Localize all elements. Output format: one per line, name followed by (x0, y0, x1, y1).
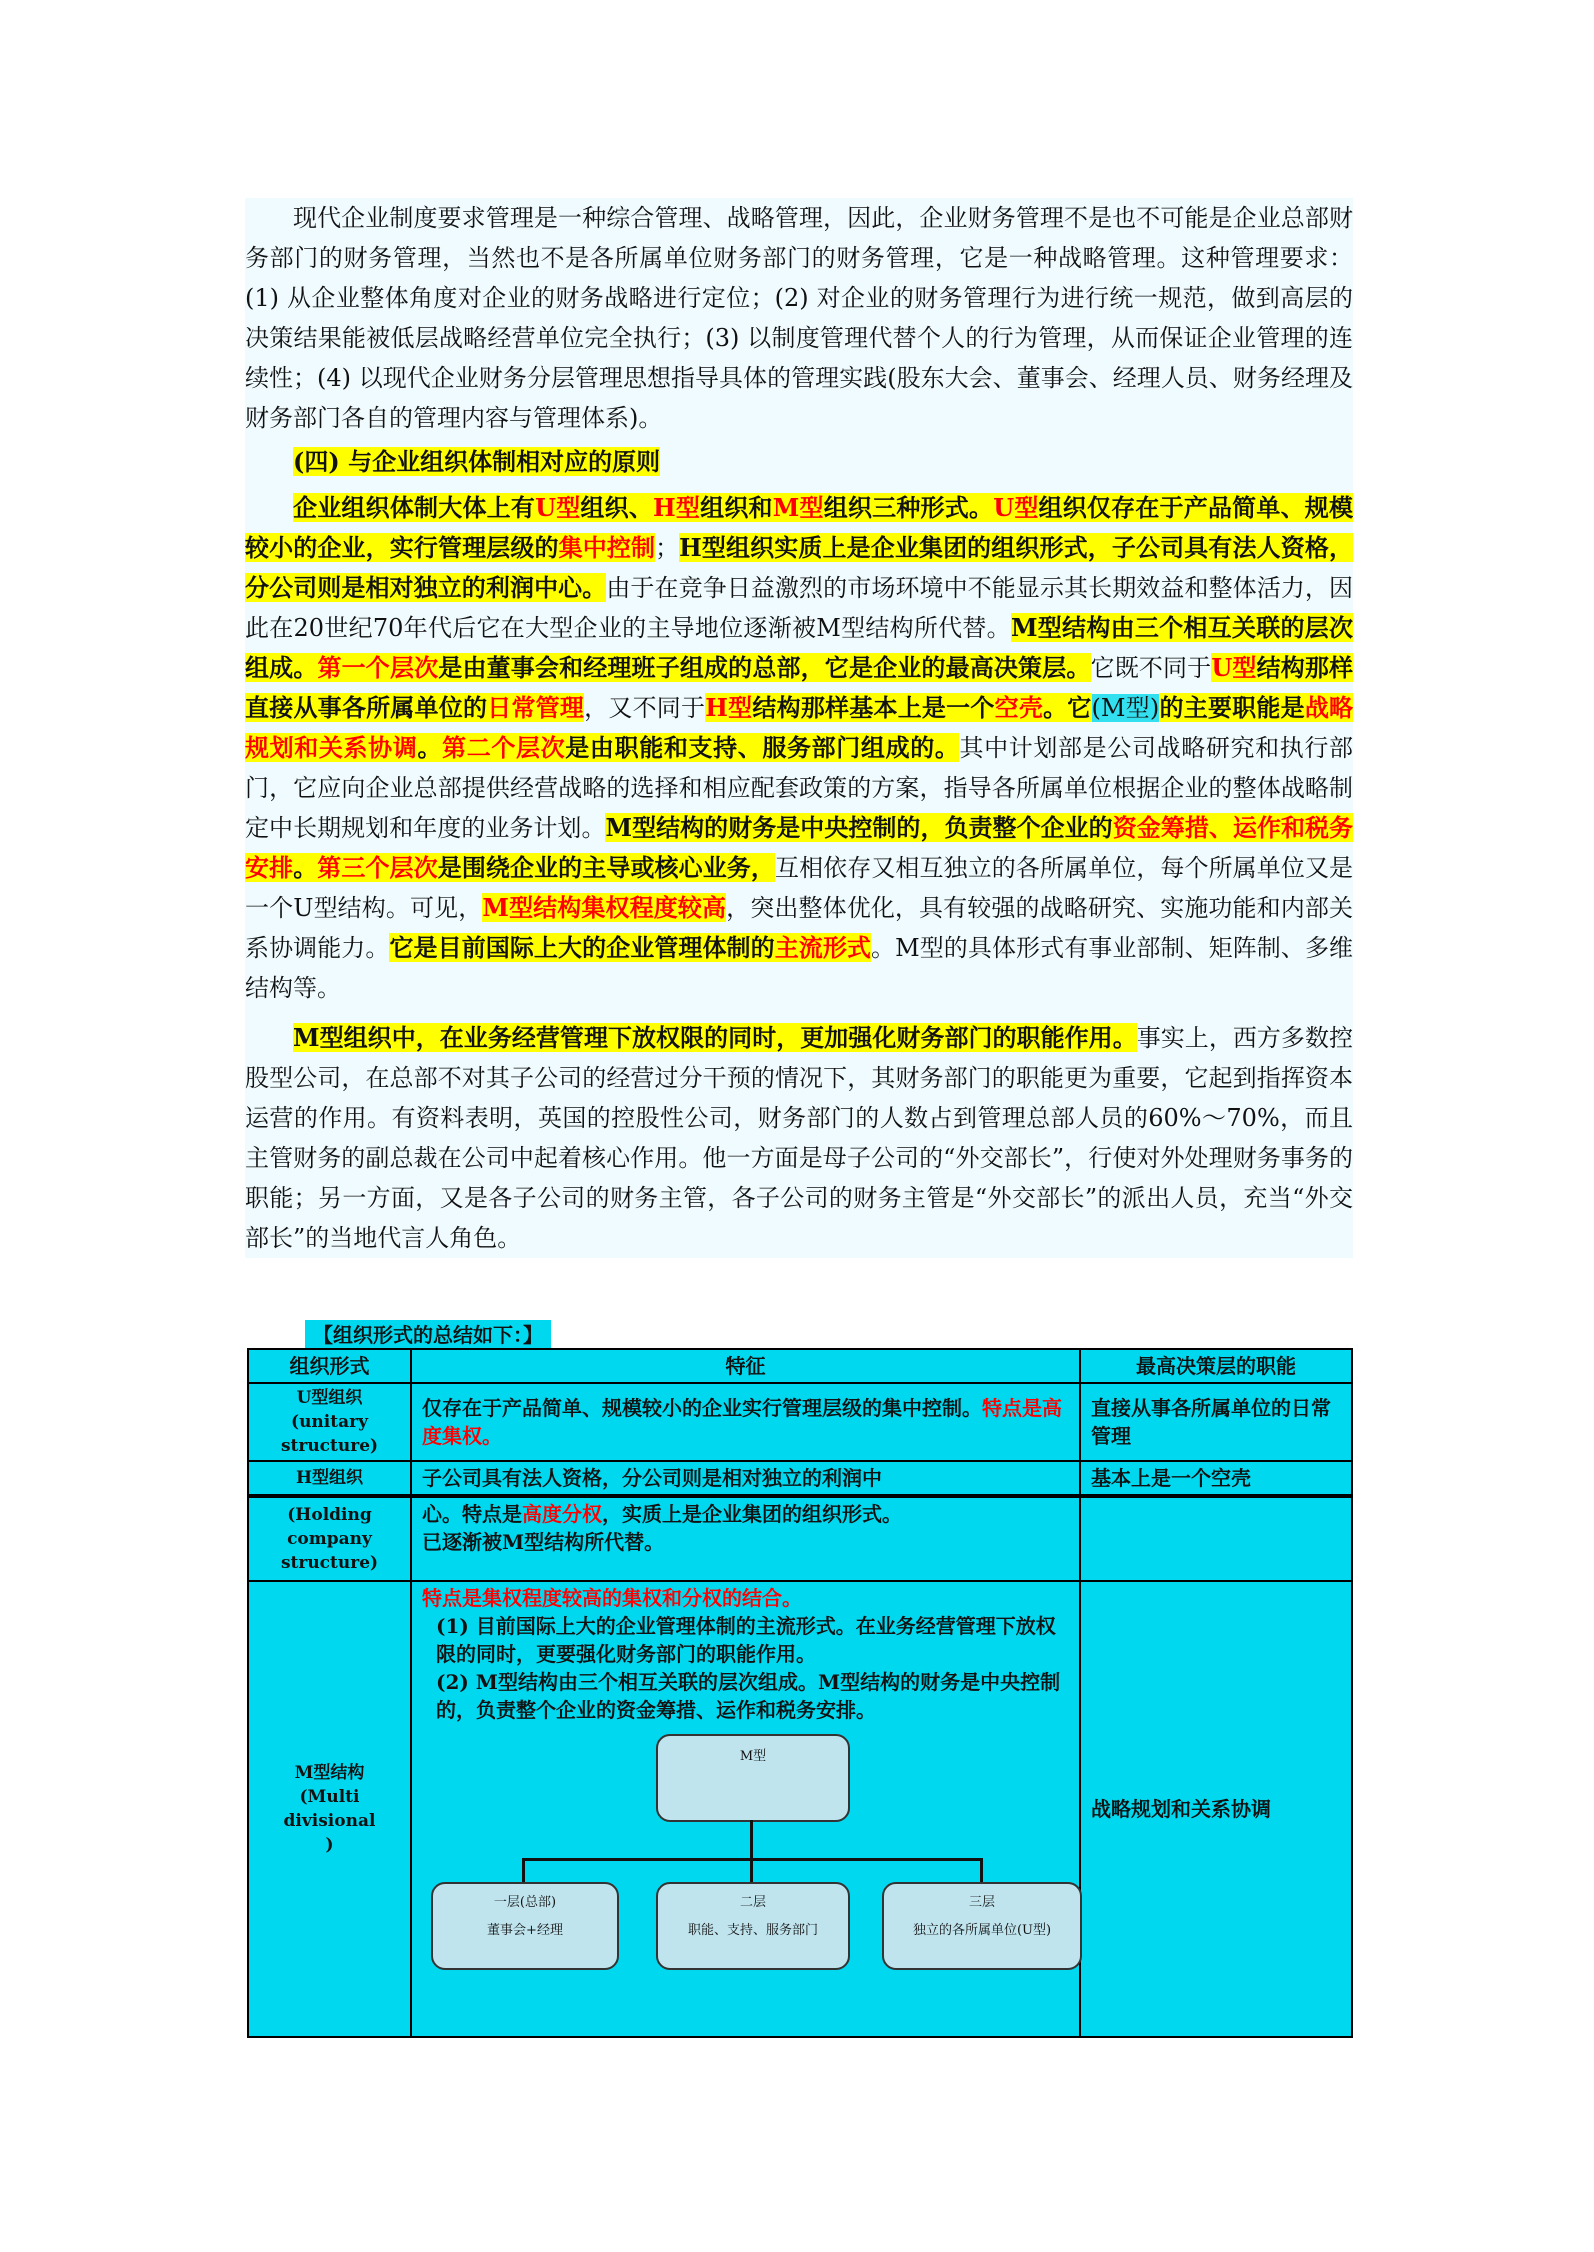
m-form-name: M型结构 (Multi divisional ) (248, 1581, 411, 2037)
diagram-level1-box: 一层(总部) 董事会+经理 (431, 1882, 619, 1970)
h-form-name-cont: (Holding company structure) (248, 1497, 411, 1581)
diagram-level3-box: 三层 独立的各所属单位(U型) (882, 1882, 1082, 1970)
paragraph-finance-role: M型组织中，在业务经营管理下放权限的同时，更加强化财务部门的职能作用。事实上，西方多数控股型公司，在总部不对其子公司的经营过分干预的情况下，其财务部门的职能更为重要，它起到指挥资本运营的作用。有资料表明，英国的控股性公司，财务部门的人数占到管理总部人员的60%～70%，而且主管财务的副总裁在公司中起着核心作用。他一方面是母子公司的“外交部长”，行使对外处理财务事务的职能；另一方面，又是各子公司的财务主管，各子公司的财务主管是“外交部长”的派出人员，充当“外交部长”的当地代言人角色。 (245, 1023, 1353, 1252)
paragraph-org-forms: 企业组织体制大体上有U型组织、H型组织和M型组织三种形式。U型组织仅存在于产品简单、规模较小的企业，实行管理层级的集中控制；H型组织实质上是企业集团的组织形式，子公司具有法人资格，分公司则是相对独立的利润中心。由于在竞争日益激烈的市场环境中不能显示其长期效益和整体活力，因此在20世纪70年代后它在大型企业的主导地位逐渐被M型结构所代替。M型结构由三个相互关联的层次组成。第一个层次是由董事会和经理班子组成的总部，它是企业的最高决策层。它既不同于U型结构那样直接从事各所属单位的日常管理，又不同于H型结构那样基本上是一个空壳。它(M型)的主要职能是战略规划和关系协调。第二个层次是由职能和支持、服务部门组成的。其中计划部是公司战略研究和执行部门，它应向企业总部提供经营战略的选择和相应配套政策的方案，指导各所属单位根据企业的整体战略制定中长期规划和年度的业务计划。M型结构的财务是中央控制的，负责整个企业的资金筹措、运作和税务安排。第三个层次是围绕企业的主导或核心业务，互相依存又相互独立的各所属单位，每个所属单位又是一个U型结构。可见，M型结构集权程度较高，突出整体优化，具有较强的战略研究、实施功能和内部关系协调能力。它是目前国际上大的企业管理体制的主流形式。M型的具体形式有事业部制、矩阵制、多维结构等。 (245, 493, 1354, 1002)
diagram-root-box: M型 (656, 1734, 850, 1822)
table-row-u-form (248, 1383, 1352, 1461)
h-form-role: 基本上是一个空壳 (1080, 1461, 1352, 1495)
diagram-connector-right (980, 1858, 983, 1882)
h-form-name: H型组织 (248, 1461, 411, 1495)
header-top-role: 最高决策层的职能 (1080, 1349, 1352, 1383)
header-org-form: 组织形式 (248, 1349, 411, 1383)
u-form-feature: 仅存在于产品简单、规模较小的企业实行管理层级的集中控制。特点是高度集权。 (411, 1383, 1080, 1461)
m-form-role: 战略规划和关系协调 (1080, 1581, 1352, 2037)
header-feature: 特征 (411, 1349, 1080, 1383)
u-form-role: 直接从事各所属单位的日常管理 (1080, 1383, 1352, 1461)
table-header-row (248, 1349, 1352, 1383)
table-row-h-form-cont (248, 1497, 1352, 1581)
h-form-role-cont (1080, 1497, 1352, 1581)
u-form-name: U型组织 (unitary structure) (248, 1383, 411, 1461)
m-form-diagram (426, 1734, 1086, 2024)
org-form-table-top (247, 1348, 1353, 1496)
diagram-level2-box: 二层 职能、支持、服务部门 (656, 1882, 850, 1970)
table-row-m-form (248, 1581, 1352, 2037)
table-row-h-form-start (248, 1461, 1352, 1495)
diagram-connector-vertical (750, 1820, 753, 1860)
h-form-feature-line1: 子公司具有法人资格，分公司则是相对独立的利润中 (411, 1461, 1080, 1495)
diagram-connector-left (522, 1858, 525, 1882)
h-form-feature-cont: 心。特点是高度分权，实质上是企业集团的组织形式。 已逐渐被M型结构所代替。 (411, 1497, 1080, 1581)
section-heading: (四) 与企业组织体制相对应的原则 (293, 447, 661, 476)
diagram-connector-middle (750, 1858, 753, 1882)
summary-title: 【组织形式的总结如下：】 (305, 1320, 551, 1350)
main-text-block (245, 198, 1353, 1258)
m-form-feature: 特点是集权程度较高的集权和分权的结合。 (1) 目前国际上大的企业管理体制的主流形式。在业务经营管理下放权限的同时，更要强化财务部门的职能作用。 (2) M型结构由三个相互关联的层次组成。M型结构的财务是中央控制的，负责整个企业的资金筹措、运作和税务安排。 M型 一层(总部) 董事会+经理 二层 职能、支持、服务部门 三层 独立的各所属单位(U型) (411, 1581, 1080, 2037)
org-form-table-bottom (247, 1496, 1353, 2038)
paragraph-strategic-management: 现代企业制度要求管理是一种综合管理、战略管理，因此，企业财务管理不是也不可能是企业总部财务部门的财务管理，当然也不是各所属单位财务部门的财务管理，它是一种战略管理。这种管理要求：(1) 从企业整体角度对企业的财务战略进行定位；(2) 对企业的财务管理行为进行统一规范，做到高层的决策结果能被低层战略经营单位完全执行；(3) 以制度管理代替个人的行为管理，从而保证企业管理的连续性；(4) 以现代企业财务分层管理思想指导具体的管理实践(股东大会、董事会、经理人员、财务经理及财务部门各自的管理内容与管理体系)。 (245, 204, 1353, 432)
